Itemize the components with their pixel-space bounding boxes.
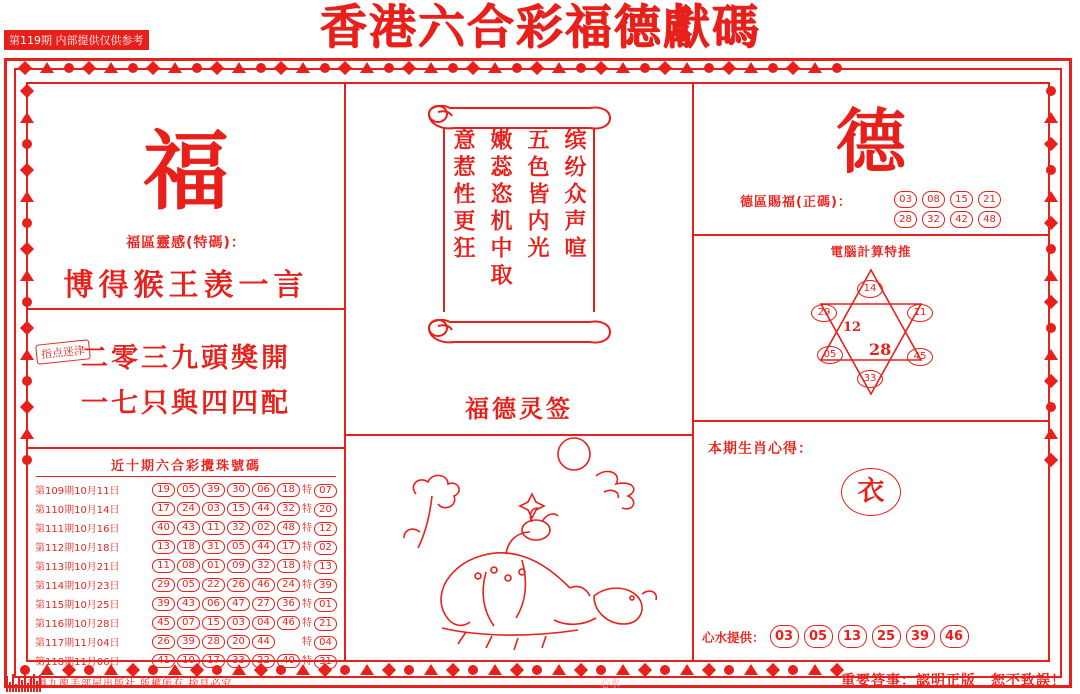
lucky-number: 46 [940,625,969,648]
illustration-panel [346,436,692,660]
history-number-box: 39 [152,597,175,611]
history-number [226,499,251,518]
history-special-box: 31 [314,655,337,669]
history-number-box: 46 [277,616,300,630]
de-panel [694,84,1048,236]
hexagram-number: 28 [869,340,892,359]
history-number [251,537,276,556]
history-number-box: 48 [277,521,300,535]
fu-phrase: 博得猴王羡一言 [63,268,309,303]
decoration-top [20,62,842,73]
verse-line-1: 二零三九頭獎開 [81,343,291,374]
lucky-numbers-label: 心水提供： [702,629,765,645]
history-number-box: 22 [252,654,275,668]
zodiac-title: 本期生肖心得： [708,441,813,457]
de-number: 15 [950,191,973,208]
table-row [34,499,338,518]
history-special [301,480,338,499]
history-number [201,537,226,556]
history-number [251,499,276,518]
verse-panel [28,336,344,449]
history-number [176,613,201,632]
poem-caption: 福德灵签 [465,394,573,423]
history-number-box: 32 [277,502,300,516]
history-panel [28,449,344,670]
history-number-box: 45 [152,616,175,630]
history-special-label: 特 [302,504,312,515]
history-number-box: 44 [252,540,275,554]
table-row [34,556,338,575]
de-number: 28 [894,211,917,228]
table-row [34,613,338,632]
history-number-box: 28 [202,635,225,649]
history-special-label: 特 [302,656,312,667]
history-number-box: 31 [202,540,225,554]
history-number-box: 06 [252,483,275,497]
history-number [251,594,276,613]
history-number-box: 18 [177,540,200,554]
history-special-label: 特 [302,523,312,534]
history-special-label: 特 [302,542,312,553]
lucky-numbers-row [702,625,1042,648]
table-row [34,575,338,594]
history-number [151,594,176,613]
history-number-box: 39 [202,483,225,497]
history-number-box: 24 [277,578,300,592]
history-number [176,556,201,575]
history-number [176,594,201,613]
history-date: 第114期10月23日 [35,581,120,592]
de-number: 03 [894,191,917,208]
history-number-box: 41 [152,654,175,668]
poem-line-1: 缤纷众声喧 [561,128,587,263]
history-number [226,556,251,575]
table-row [34,480,338,499]
lucky-number: 39 [906,625,935,648]
fu-character: 福 [143,121,229,222]
history-number [251,556,276,575]
computed-panel [694,236,1048,422]
history-number-box: 36 [277,597,300,611]
history-number [276,499,301,518]
history-number [276,613,301,632]
history-number-box: 07 [177,616,200,630]
fu-subtitle: 福區靈感(特碼)： [126,235,246,251]
history-number [251,575,276,594]
history-number [176,632,201,651]
left-column [26,82,346,668]
history-special-box: 07 [314,484,337,498]
de-character: 德 [836,100,906,183]
history-number-box: 19 [152,483,175,497]
history-special-box: 01 [314,598,337,612]
history-special-box: 39 [314,579,337,593]
history-number-box: 26 [227,578,250,592]
history-number [276,575,301,594]
de-number-row-2 [894,211,1001,228]
history-date: 第115期10月25日 [35,600,120,611]
history-special-label: 特 [302,599,312,610]
history-date: 第112期10月18日 [35,543,120,554]
de-label: 德區賜福(正碼)： [740,195,852,210]
footer-note: 心水 [600,679,620,690]
history-title: 近十期六合彩攪珠號碼 [36,455,336,477]
history-date: 第113期10月21日 [35,562,120,573]
history-number-box: 46 [252,578,275,592]
history-date: 第116期10月28日 [35,619,120,630]
history-number [251,632,276,651]
history-number-box: 04 [252,616,275,630]
history-date: 第111期10月16日 [35,524,120,535]
history-number [151,556,176,575]
history-number-box: 11 [202,521,225,535]
poem-text [448,128,590,308]
history-number [151,613,176,632]
history-number [251,480,276,499]
history-number-box: 08 [177,559,200,573]
de-number: 21 [978,191,1001,208]
history-special-label: 特 [302,561,312,572]
de-number-grid [890,191,1001,228]
lucky-number: 03 [770,625,799,648]
history-special-label: 特 [302,618,312,629]
history-number [176,518,201,537]
history-number [176,480,201,499]
history-number-box: 26 [152,635,175,649]
right-column [694,82,1050,662]
history-special [301,632,338,651]
history-number-box: 40 [152,521,175,535]
table-row [34,518,338,537]
page-title [0,0,1080,58]
history-number-box: 09 [227,559,250,573]
history-number [251,518,276,537]
lucky-number: 25 [872,625,901,648]
history-date: 第117期11月04日 [35,638,120,649]
history-number-box: 15 [227,502,250,516]
history-number [201,556,226,575]
history-special-label: 特 [302,485,312,496]
history-number-box: 05 [227,540,250,554]
history-special-box: 20 [314,503,337,517]
history-number [276,556,301,575]
history-number [151,480,176,499]
middle-column [346,82,694,662]
history-number [226,518,251,537]
hexagram-number: 05 [817,346,843,364]
history-special-box: 13 [314,560,337,574]
history-number-box: 17 [202,654,225,668]
history-number-box: 06 [202,597,225,611]
history-number-box: 43 [177,597,200,611]
footer [0,664,1080,694]
history-number [201,480,226,499]
history-number-box: 43 [177,521,200,535]
lucky-number: 13 [838,625,867,648]
history-number-box: 44 [252,635,275,649]
table-row [34,632,338,651]
history-number [226,594,251,613]
publisher-text: 香港九龍手部屋出版社 版權所有 捨貝必究 [26,679,233,690]
history-number [226,537,251,556]
history-special [301,613,338,632]
history-date: 第110期10月14日 [35,505,120,516]
history-number-box: 01 [202,559,225,573]
history-special [301,499,338,518]
history-number-box: 17 [277,540,300,554]
history-special [301,556,338,575]
history-special-label: 特 [302,637,312,648]
history-number-box: 10 [177,654,200,668]
history-number-box: 11 [152,559,175,573]
table-row [34,537,338,556]
history-number [151,518,176,537]
hexagram-diagram [803,264,939,404]
history-number [276,537,301,556]
history-number [176,537,201,556]
history-special-box: 12 [314,522,337,536]
poem-line-4: 意惹性更狂 [450,128,476,263]
history-special-box: 04 [314,636,337,650]
history-number-box: 18 [277,483,300,497]
history-number [276,480,301,499]
hexagram-number: 12 [843,320,862,335]
history-number-box: 22 [202,578,225,592]
zodiac-character: 衣 [841,468,901,516]
history-number [201,499,226,518]
de-number-row-1 [894,191,1001,208]
history-number [226,632,251,651]
lucky-number: 05 [804,625,833,648]
history-number-box: 13 [152,540,175,554]
verse-line-2: 一七只與四四配 [81,388,291,419]
poem-panel [346,84,692,436]
history-number-box: 33 [227,654,250,668]
content-grid [26,82,1050,668]
hexagram-number: 14 [857,280,883,298]
history-number-box: 40 [277,654,300,668]
history-number-box: 20 [227,635,250,649]
history-number [276,632,301,651]
history-number-box: 18 [277,559,300,573]
history-number-box: 03 [202,502,225,516]
de-number: 42 [950,211,973,228]
history-special-box: 21 [314,617,337,631]
history-number [151,575,176,594]
guidance-tag: 指点迷津 [35,339,91,365]
history-special [301,575,338,594]
history-number [201,518,226,537]
history-number-box: 02 [252,521,275,535]
history-number-box: 32 [252,559,275,573]
footer-notice: 重要答事：認明正版 恕不致誤！ [841,673,1066,689]
history-number-box: 05 [177,483,200,497]
de-number: 32 [922,211,945,228]
history-number [176,575,201,594]
history-number-box: 29 [152,578,175,592]
de-number: 08 [922,191,945,208]
history-number [226,575,251,594]
history-number [201,575,226,594]
hexagram-number: 29 [811,304,837,322]
history-number-box: 32 [227,521,250,535]
history-number [151,632,176,651]
poem-line-2: 五色皆内光 [524,128,550,263]
history-number-box: 24 [177,502,200,516]
fu-panel [28,84,344,310]
zodiac-panel [694,422,1048,658]
history-number-box: 15 [202,616,225,630]
history-special-label: 特 [302,580,312,591]
history-special [301,537,338,556]
page-title-text: 香港六合彩福德獻碼 [319,0,761,55]
history-number-box: 27 [252,597,275,611]
hexagram-number: 11 [907,304,933,322]
history-number [176,499,201,518]
de-numbers-row [694,191,1048,228]
history-number-box: 30 [227,483,250,497]
history-number [276,518,301,537]
history-number [226,613,251,632]
computed-title: 電腦計算特推 [830,244,912,259]
poem-line-3: 嫩蕊恣机中取 [487,128,513,290]
issue-badge: 第119期 内部提供仅供参考 [4,30,149,50]
history-number-box: 03 [227,616,250,630]
history-date: 第118期11月06日 [35,657,120,668]
history-special [301,518,338,537]
history-special-box: 02 [314,541,337,555]
hexagram-number: 33 [857,370,883,388]
table-row [34,594,338,613]
deer-illustration [346,436,690,656]
history-number [151,499,176,518]
history-number-box: 17 [152,502,175,516]
history-number [201,613,226,632]
history-number-box: 44 [252,502,275,516]
history-number-box: 47 [227,597,250,611]
history-number [201,632,226,651]
history-number [276,594,301,613]
history-date: 第109期10月11日 [35,486,120,497]
history-number [226,480,251,499]
de-number: 48 [978,211,1001,228]
history-number [201,594,226,613]
history-number-box: 39 [177,635,200,649]
hexagram-number: 45 [907,348,933,366]
history-number [151,537,176,556]
history-table [34,480,338,670]
history-special [301,594,338,613]
history-number [251,613,276,632]
history-number-box: 05 [177,578,200,592]
